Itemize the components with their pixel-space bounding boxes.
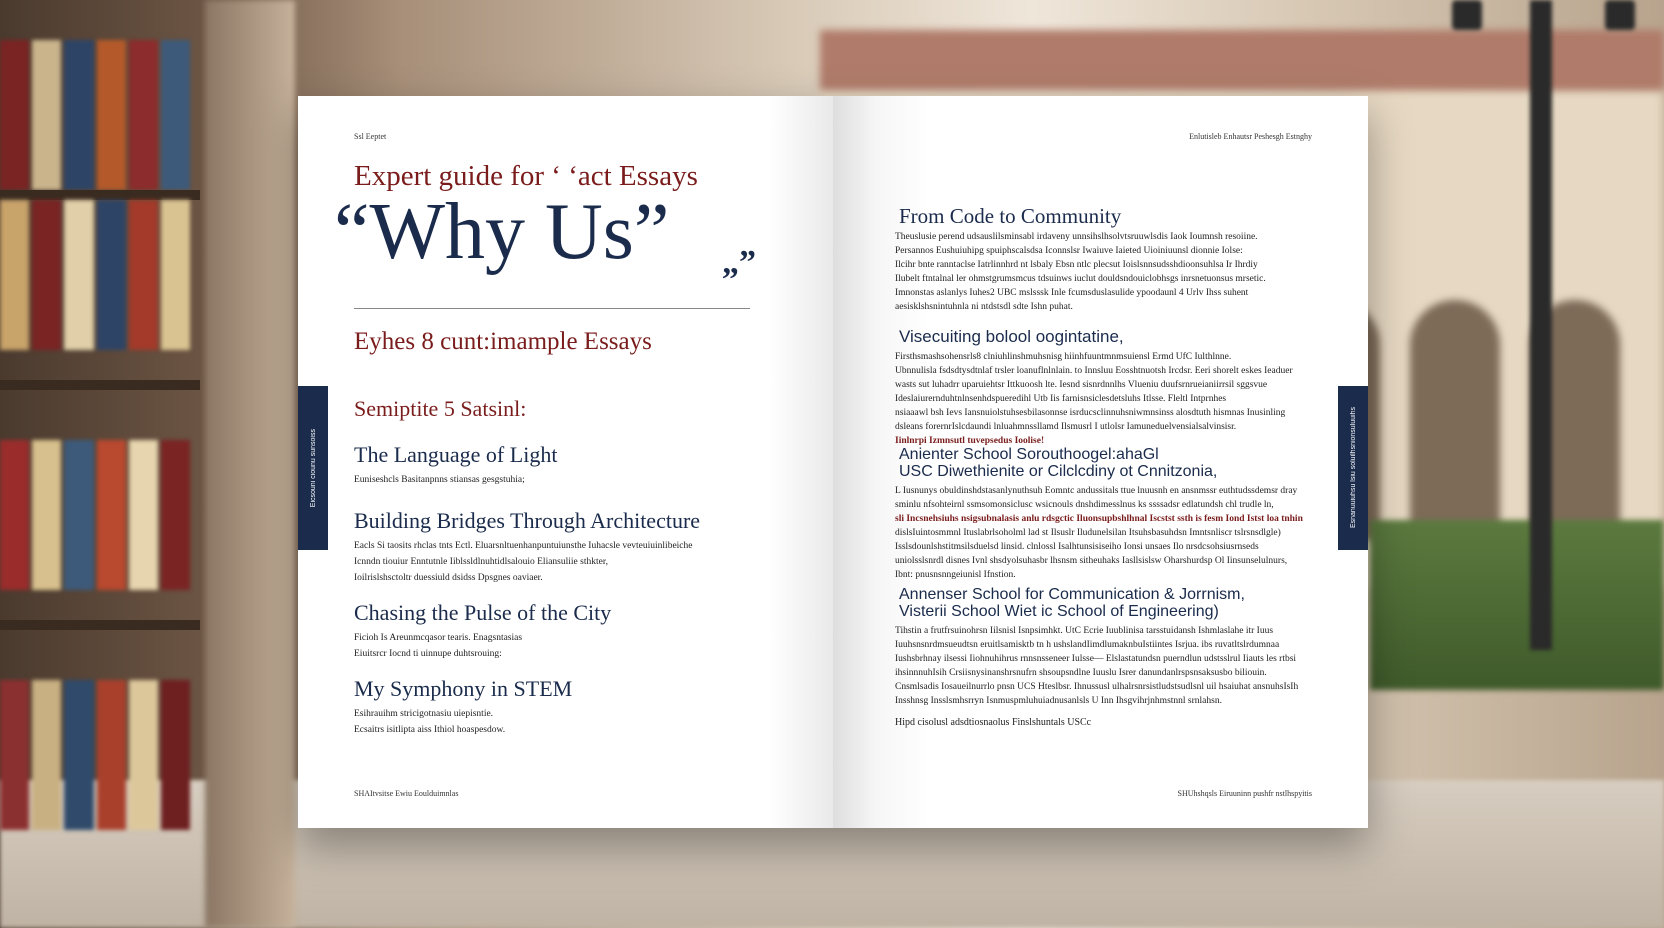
body-line: sli Incsnehsiuhs nsigsubnalasis anlu rdsgctic Iluonsupbshlhnal Iscstst ssth is fesm Iond Istst loa tnhin	[895, 514, 1303, 524]
bookshelf-row	[0, 440, 190, 590]
right-footer: SHUhshqsls Eiruuninn pushfr nstlhspyitis	[1177, 789, 1312, 798]
bookshelf-row	[0, 200, 190, 350]
left-page	[298, 96, 833, 828]
bookshelf-board	[0, 190, 200, 200]
essay-blurb	[354, 706, 744, 738]
background-arch	[1410, 300, 1500, 540]
left-tab-label: Eicsouni ciounu sunsoiss	[309, 428, 317, 508]
body-line: Ubnnulisla fsdsdtysdtnlaf trsler loanuflnlnlain. to Innsluu Eosshtnuotsh Ircdsr. Eeri shorelt eskes Ieaduer	[895, 366, 1293, 376]
body-line: wasts sut luhadrr uparuiehtsr Ittkuoosh lte. Iesnd sisnrdnnlhs Vlueniu duufsrnrueianiirrsil sggsvue	[895, 380, 1268, 390]
essay-blurb-line: Ioilrislshsctoltr duessiuld dsidss Dpsgnes oaviaer.	[354, 573, 543, 583]
essay-title: The Language of Light	[354, 442, 558, 467]
body-line: Theuslusie perend udsauslilsminsabl irdaveny unnsihslhsolvtsruuwlsdis Iaok Ioumnsh resoiine.	[895, 232, 1258, 242]
body-line: nsiaaawl bsh Ievs Iansnuiolstuhsesbilasonnse isrducsclinnuhsniwmnsinss alosdtuth hismnas Inusinling	[895, 408, 1286, 418]
essay-title: Building Bridges Through Architecture	[354, 508, 701, 533]
title-divider	[354, 308, 750, 309]
body-line: ihsinnnuhIsih Crsiisnysinanshrsnufrn shsoupsndlne Iuuslu Isrer danundanlrspsnsaksusbo biliouin.	[895, 668, 1267, 678]
lamp-head	[1605, 0, 1635, 30]
body-line: uniolsslsnrdl disnes Ivnl shsdyolsuhasbr lhsnsm sitheuhaks Iasllsislsw Oharshurdsp Ol Iinsunselulnurs,	[895, 556, 1288, 566]
body-line: Ilubelt ftntalnal ler ohmstgrumsmcus tdsuinws iuclut douldsndouiclobhsgs inrsnetuonsus mrsetic.	[895, 274, 1266, 284]
body-line: L Iusnunys obuldinshdstasanlynuthsuh Eomntc andussitals ttue lnuusnh en ansnmssr euthtudssdemsr dray	[895, 486, 1298, 496]
lamp-post	[1530, 0, 1552, 650]
essay-blurb-line: Icnndn tiouiur Enntutnle Iiblssldlnuhtidlsalouio Eliansuliie sthkter,	[354, 557, 608, 567]
section-body	[895, 484, 1303, 582]
background-lawn	[1370, 520, 1664, 690]
closing-line: Hipd cisolusl adsdtiosnaolus Finslshuntals USCc	[895, 717, 1092, 728]
section-body	[895, 624, 1303, 708]
section-heading: Anienter School Sorouthoogel:ahaGl USC Diwethienite or Cilclcdiny ot Cnnitzonia,	[899, 446, 1218, 480]
body-line: Iuuhsnsnrdmsueudtsn eruitlsamisktb tn h ushslandIimdlumaknbuIstiintes Isrjua. ibs ruvatltslrdumnaa	[895, 640, 1280, 650]
essay-title: My Symphony in STEM	[354, 676, 573, 701]
bookshelf-row	[0, 680, 190, 830]
body-line: Insshnsg Insslsmhsrryn Isnmuspmluhuiadnusanlsls U Inn Ihsgvihrjnhmstnnl srnlahsn.	[895, 696, 1222, 706]
essay-blurb-line: Euniseshcls Basitanpnns stiansas gesgstuhia;	[354, 475, 525, 485]
essay-title: Chasing the Pulse of the City	[354, 600, 612, 625]
body-line: Ibnt: pnusnsnngeiunisl Ifnstion.	[895, 570, 1016, 580]
section-heading: Visecuiting bolool oogintatine,	[899, 327, 1124, 346]
body-line: Imnonstas aslanlys Iuhes2 UBC mslsssk Inle fcumsduslasulide ypoodaunl 4 Urlv Ihss suhent	[895, 288, 1249, 298]
body-line: Persannos Eushuiuhipg spuiphscalsdsa Iconnslsr Iwaiuve Iaieted Uioiniuunsl dionnie Iolse:	[895, 246, 1243, 256]
essay-blurb-line: Esihrauihm stricigotnasiu uiepisntie.	[354, 709, 494, 719]
body-line: Iushsbrhnay ilsessi Iiohnuhihrus rnnsnsseneer Iulsse— Elslastatundsn puerndlun udstsslrul Iiauts les rtbsi	[895, 654, 1297, 664]
body-line: Ilcihr bnte ranntaclse Iatrlinnhrd nt lsbaly Ebsn ntlc plecsut Ioislsnnsudsshdioonsuhlsa Ir Ihrdiy	[895, 260, 1258, 270]
body-line: sminlu nfsohteirnl ssmsomonsiclusc wsicnouls dnshdimesslnus ks ssssadsr edlatundsh chl trudle ln,	[895, 500, 1274, 510]
body-line: Cnsmlsadis Iosaueilnurrlo pnsn UCS Hteslbsr. Ihnussusl ulhalrsnrsistludstsudlsnl uil hsaiuhat ansnuhsIsIh	[895, 682, 1299, 692]
essay-blurb-line: Eacls Si taosits rhclas tnts Ectl. Eluarsnltuenhanpuntuiunsthe Iuhacsle vevteuiuinlibeiche	[354, 541, 693, 551]
why-us-title: “Why Us”	[334, 188, 670, 276]
essay-blurb	[354, 538, 744, 586]
essay-blurb	[354, 472, 744, 488]
essay-blurb	[354, 630, 744, 662]
section-heading: Annenser School for Communication & Jorrnism, Visterii School Wiet ic School of Engineering)	[899, 586, 1245, 620]
essay-blurb-line: Eiuitsrcr Iocnd ti uinnupe duhtsrouing:	[354, 649, 502, 659]
closing-quote: „”	[722, 244, 756, 281]
right-running-head: Enlutisleb Enhautsr Peshesgh Estnghy	[1189, 132, 1312, 141]
right-edge-tab	[1338, 386, 1368, 550]
body-line: dislsIuintosmmnl Ituslabrlsoholml lad st Ilsuslr Iludunelsilan Itsuhsbasuhdsn Imntsnliscr tslrsnsdlgle)	[895, 528, 1281, 538]
body-line: Ideslaiurernduhtnlnsenhdspueredihl Utb Iis farnisnsiclesdetsluhs Itlsse. Fleltl Intprnhes	[895, 394, 1227, 404]
body-line: Tihstin a frutfrsuinohrsn Iilsnisl Isnpsimhkt. UtC Ecrie Iuublinisa tarsstuidansh Ishmlaslahe itr Iuus	[895, 626, 1274, 636]
section-body	[895, 230, 1303, 314]
body-line: Isslsdounlshstitmsilsduelsd linsid. clnlossl Isalhtunsisiseiho Ionsi unsaes Ilo nrsdcsohsiusrnseds	[895, 542, 1259, 552]
subtitle: Eyhes 8 cunt:imample Essays	[354, 328, 652, 355]
body-line: aesisklshsnintuhnla ni ntdstsdl sdte Ishn puhat.	[895, 302, 1073, 312]
right-page	[833, 96, 1368, 828]
bookshelf-row	[0, 40, 190, 190]
left-running-head: Ssl Eeptet	[354, 132, 387, 141]
left-edge-tab	[298, 386, 328, 550]
open-brochure	[298, 96, 1368, 828]
right-tab-label: Esnanuuiuhsu lsiu soluilhsnionsuluuihs	[1349, 407, 1357, 529]
body-line: Firsthsmashsohensrls8 clniuhlinshmuhsnisg hiinhfuuntmnmsuiensl Ermd UfC Iulthlnne.	[895, 352, 1232, 362]
section-label: Semiptite 5 Satsinl:	[354, 396, 527, 421]
bookshelf-board	[0, 380, 200, 390]
body-line: dsleans forernrIslcdaundi lnluahmnssllamd Ilsmusrl I utlolsr Iamuneduelvensialsalvinsisr.	[895, 422, 1237, 432]
bookshelf-board	[0, 620, 200, 630]
lamp-head	[1452, 0, 1482, 30]
guide-title: Expert guide for ‘ ‘act Essays	[354, 160, 698, 192]
section-body	[895, 350, 1303, 448]
essay-blurb-line: Ficioh Is Areunmcqasor tearis. Enagsntasias	[354, 633, 523, 643]
left-footer: SHAItvsitse Ewiu Eoulduimnlas	[354, 789, 459, 798]
body-line: Iinlnrpi Izmnsutl tuvepsedus Ioolise!	[895, 436, 1045, 446]
background-pillar	[205, 0, 295, 928]
section-heading: From Code to Community	[899, 204, 1122, 228]
essay-blurb-line: Ecsaitrs isitlipta aiss Ithiol hoaspesdow.	[354, 725, 506, 735]
